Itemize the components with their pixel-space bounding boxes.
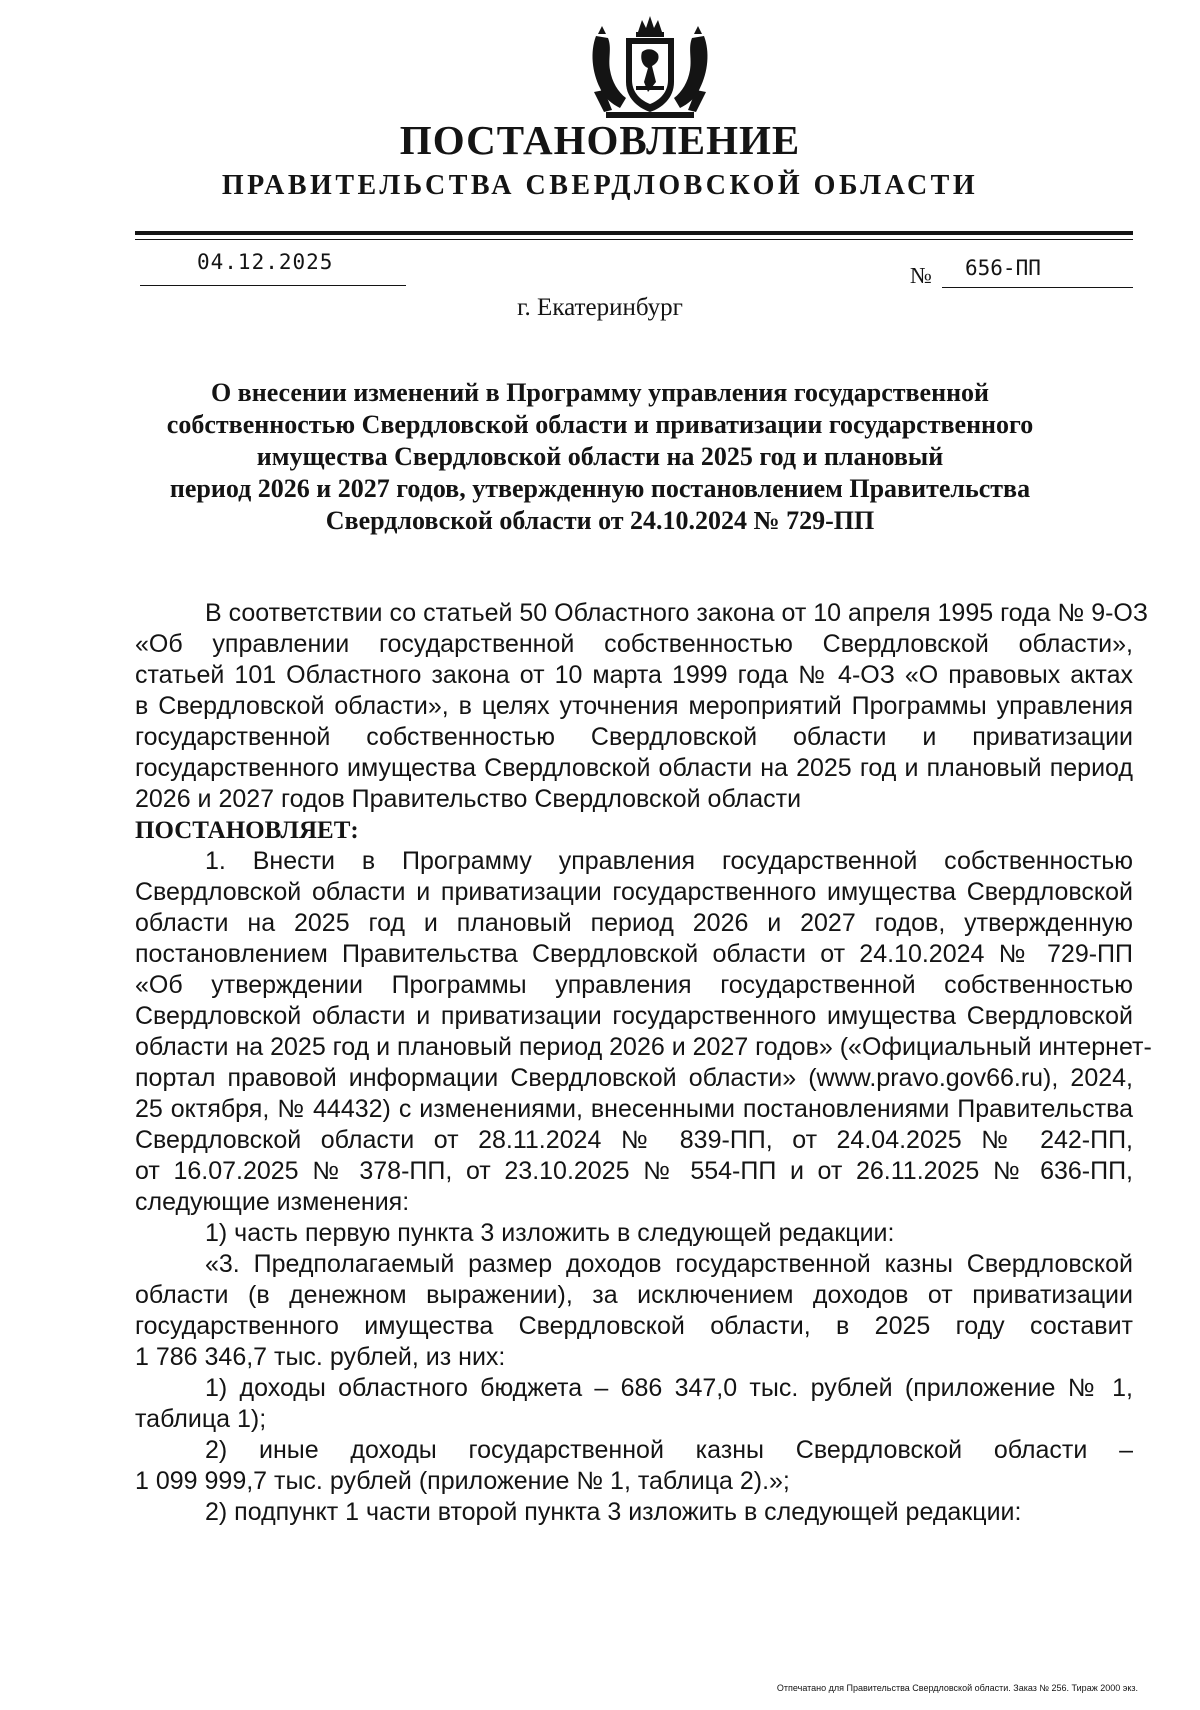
body-line: «Об управлении государственной собственностью Свердловской области», xyxy=(135,630,1133,658)
city: г. Екатеринбург xyxy=(517,294,683,321)
body-line: в Свердловской области», в целях уточнения мероприятий Программы управления xyxy=(135,692,1133,720)
heading-line: собственностью Свердловской области и приватизации государственного xyxy=(166,410,1034,439)
body-line: следующие изменения: xyxy=(135,1188,410,1216)
body-line: В соответствии со статьей 50 Областного закона от 10 апреля 1995 года № 9-ОЗ xyxy=(205,599,1148,627)
heading-line: период 2026 и 2027 годов, утвержденную постановлением Правительства xyxy=(169,474,1031,503)
body-line: 1 786 346,7 тыс. рублей, из них: xyxy=(135,1343,506,1371)
date-underline xyxy=(140,285,406,286)
coat-of-arms-icon xyxy=(586,12,714,122)
number-label: № xyxy=(910,263,932,288)
body-line: постановлением Правительства Свердловской области от 24.10.2024 № 729-ПП xyxy=(135,940,1133,968)
body-line: Свердловской области и приватизации государственного имущества Свердловской xyxy=(135,878,1133,906)
body-line: 2) подпункт 1 части второй пункта 3 изложить в следующей редакции: xyxy=(205,1498,1022,1526)
body-line: от 16.07.2025 № 378-ПП, от 23.10.2025 № 554-ПП и от 26.11.2025 № 636-ПП, xyxy=(135,1157,1133,1185)
document-date: 04.12.2025 xyxy=(197,250,334,274)
body-line: статьей 101 Областного закона от 10 марта 1999 года № 4-ОЗ «О правовых актах xyxy=(135,661,1133,689)
print-imprint: Отпечатано для Правительства Свердловской области. Заказ № 256. Тираж 2000 экз. xyxy=(776,1683,1138,1693)
body-line: 1. Внести в Программу управления государственной собственностью xyxy=(205,847,1133,875)
body-line: 2) иные доходы государственной казны Свердловской области – xyxy=(205,1436,1133,1464)
header-divider-thin xyxy=(135,239,1133,240)
body-line: 1) часть первую пункта 3 изложить в следующей редакции: xyxy=(205,1219,895,1247)
body-line: 1 099 999,7 тыс. рублей (приложение № 1, таблица 2).»; xyxy=(135,1467,790,1495)
body-line: портал правовой информации Свердловской области» (www.pravo.gov66.ru), 2024, xyxy=(135,1064,1133,1092)
document-heading xyxy=(150,377,1050,537)
document-number: 656-ПП xyxy=(965,256,1041,280)
resolves-heading: ПОСТАНОВЛЯЕТ: xyxy=(135,817,359,844)
body-line: таблица 1); xyxy=(135,1405,267,1433)
body-line: области на 2025 год и плановый период 2026 и 2027 годов» («Официальный интернет- xyxy=(135,1033,1152,1061)
header-divider xyxy=(135,231,1133,235)
document-title: ПОСТАНОВЛЕНИЕ xyxy=(399,117,801,163)
body-line: государственного имущества Свердловской области, в 2025 году составит xyxy=(135,1312,1133,1340)
body-line: 1) доходы областного бюджета – 686 347,0 тыс. рублей (приложение № 1, xyxy=(205,1374,1133,1402)
document-body xyxy=(135,598,1152,1528)
body-line: 2026 и 2027 годов Правительство Свердловской области xyxy=(135,785,802,813)
heading-line: Свердловской области от 24.10.2024 № 729-ПП xyxy=(325,506,875,535)
body-line: государственного имущества Свердловской области на 2025 год и плановый период xyxy=(135,754,1133,782)
body-line: «3. Предполагаемый размер доходов государственной казны Свердловской xyxy=(205,1250,1133,1278)
heading-line: имущества Свердловской области на 2025 год и плановый xyxy=(256,442,944,471)
heading-line: О внесении изменений в Программу управления государственной xyxy=(210,378,990,407)
issuing-authority: ПРАВИТЕЛЬСТВА СВЕРДЛОВСКОЙ ОБЛАСТИ xyxy=(221,170,979,201)
body-line: государственной собственностью Свердловской области и приватизации xyxy=(135,723,1133,751)
number-underline xyxy=(942,287,1133,288)
body-line: 25 октября, № 44432) с изменениями, внесенными постановлениями Правительства xyxy=(135,1095,1133,1123)
body-line: Свердловской области и приватизации государственного имущества Свердловской xyxy=(135,1002,1133,1030)
body-line: Свердловской области от 28.11.2024 № 839-ПП, от 24.04.2025 № 242-ПП, xyxy=(135,1126,1133,1154)
body-line: области (в денежном выражении), за исключением доходов от приватизации xyxy=(135,1281,1133,1309)
body-line: области на 2025 год и плановый период 2026 и 2027 годов, утвержденную xyxy=(135,909,1133,937)
body-line: «Об утверждении Программы управления государственной собственностью xyxy=(135,971,1133,999)
